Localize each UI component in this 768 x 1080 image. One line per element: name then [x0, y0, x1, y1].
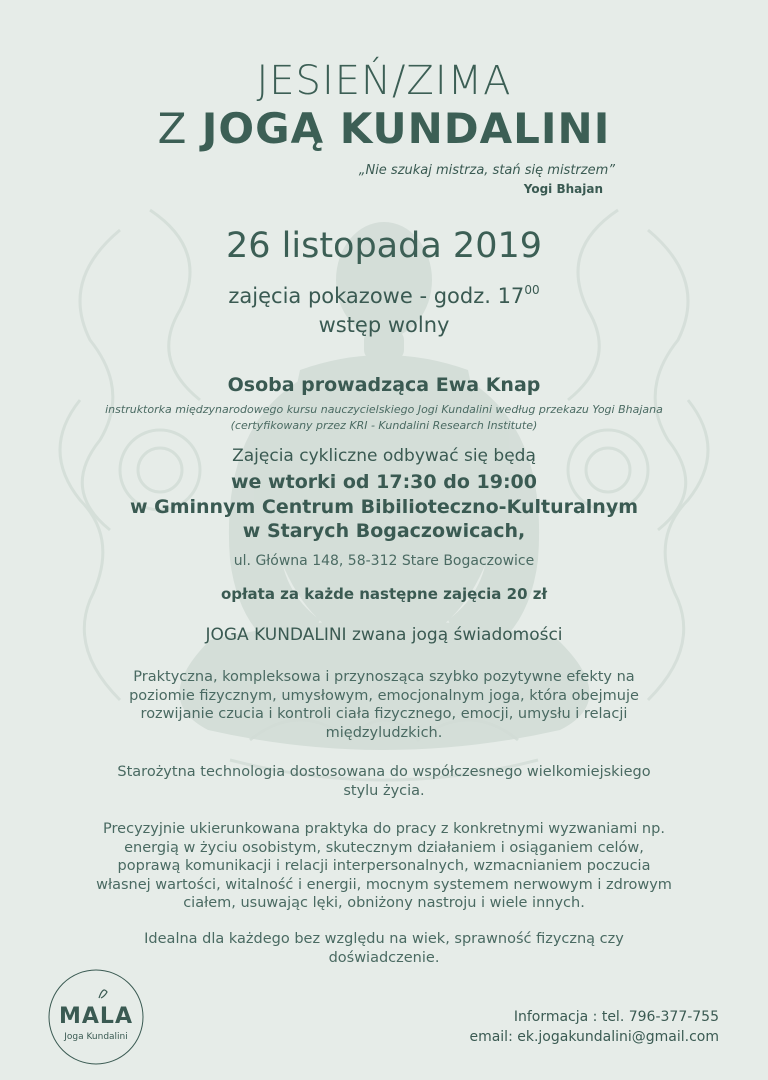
about-paragraph-2: [0, 763, 768, 800]
logo-name: MALA: [59, 1004, 133, 1029]
about-paragraph-1: [0, 668, 768, 742]
about-paragraph-4: [0, 930, 768, 967]
quote-text: „Nie szukaj mistrza, stań się mistrzem”: [358, 163, 615, 178]
paragraph-line: poprawą komunikacji i relacji interpersonalnych, wzmacnianiem poczucia: [117, 858, 651, 874]
event-hours-text: zajęcia pokazowe - godz. 17: [228, 284, 525, 308]
about-paragraph-3: [0, 820, 768, 913]
paragraph-line: doświadczenie.: [328, 949, 440, 966]
event-entry: wstęp wolny: [318, 313, 450, 337]
title-bold: JOGĄ KUNDALINI: [201, 104, 611, 153]
paragraph-line: Starożytna technologia dostosowana do współczesnego wielkomiejskiego: [117, 764, 651, 780]
paragraph-line: ciałem, usuwając lęki, obniżony nastroju i wiele innych.: [183, 895, 585, 911]
paragraph-line: Praktyczna, kompleksowa i przynosząca szybko pozytywne efekty na: [133, 669, 635, 685]
paragraph-line: rozwijanie czucia i kontroli ciała fizycznego, emocji, umysłu i relacji: [140, 706, 628, 722]
paragraph-line: Precyzyjnie ukierunkowana praktyka do pracy z konkretnymi wyzwaniami np.: [103, 821, 665, 837]
instructor-description: [0, 402, 768, 434]
schedule-line-2: w Gminnym Centrum Bibilioteczno-Kulturalnym: [129, 496, 639, 518]
about-heading: JOGA KUNDALINI zwana jogą świadomości: [205, 625, 563, 645]
paragraph-line: stylu życia.: [343, 782, 425, 799]
paragraph-line: poziomie fizycznym, umysłowym, emocjonalnym joga, która obejmuje: [129, 687, 639, 704]
event-hours-minutes: 00: [524, 283, 540, 297]
schedule-address: ul. Główna 148, 58-312 Stare Bogaczowice: [233, 553, 535, 569]
instructor-desc-line-1: instruktorka międzynarodowego kursu nauczycielskiego Jogi Kundalini według przekazu Yogi Bhajana: [105, 403, 663, 416]
paragraph-line: Idealna dla każdego bez względu na wiek, sprawność fizyczną czy: [144, 931, 624, 947]
paragraph-line: własnej wartości, witalność i energii, mocnym systemem nerwowym i zdrowym: [96, 876, 672, 893]
contact-phone: Informacja : tel. 796-377-755: [513, 1009, 719, 1025]
instructor-desc-line-2: (certyfikowany przez KRI - Kundalini Research Institute): [230, 419, 538, 432]
schedule-intro: Zajęcia cykliczne odbywać się będą: [232, 446, 536, 466]
paragraph-line: międzyludzkich.: [325, 724, 443, 741]
event-hours: [0, 283, 768, 308]
title-line-1: JESIEŃ/ZIMA: [256, 58, 512, 104]
schedule-fee: opłata za każde następne zajęcia 20 zł: [220, 585, 548, 603]
logo-subtitle: Joga Kundalini: [64, 1032, 128, 1042]
paragraph-line: energią w życiu osobistym, skutecznym działaniem i osiąganiem celów,: [124, 839, 644, 856]
contact-email: email: ek.jogakundalini@gmail.com: [469, 1029, 719, 1045]
title-prefix: Z: [157, 104, 188, 153]
schedule-line-1: we wtorki od 17:30 do 19:00: [231, 471, 537, 493]
instructor-heading: Osoba prowadząca Ewa Knap: [227, 374, 541, 396]
schedule-line-3: w Starych Bogaczowicach,: [242, 520, 526, 542]
quote-author: Yogi Bhajan: [523, 182, 603, 196]
title-line-2: [0, 104, 768, 153]
event-date: 26 listopada 2019: [225, 226, 542, 266]
